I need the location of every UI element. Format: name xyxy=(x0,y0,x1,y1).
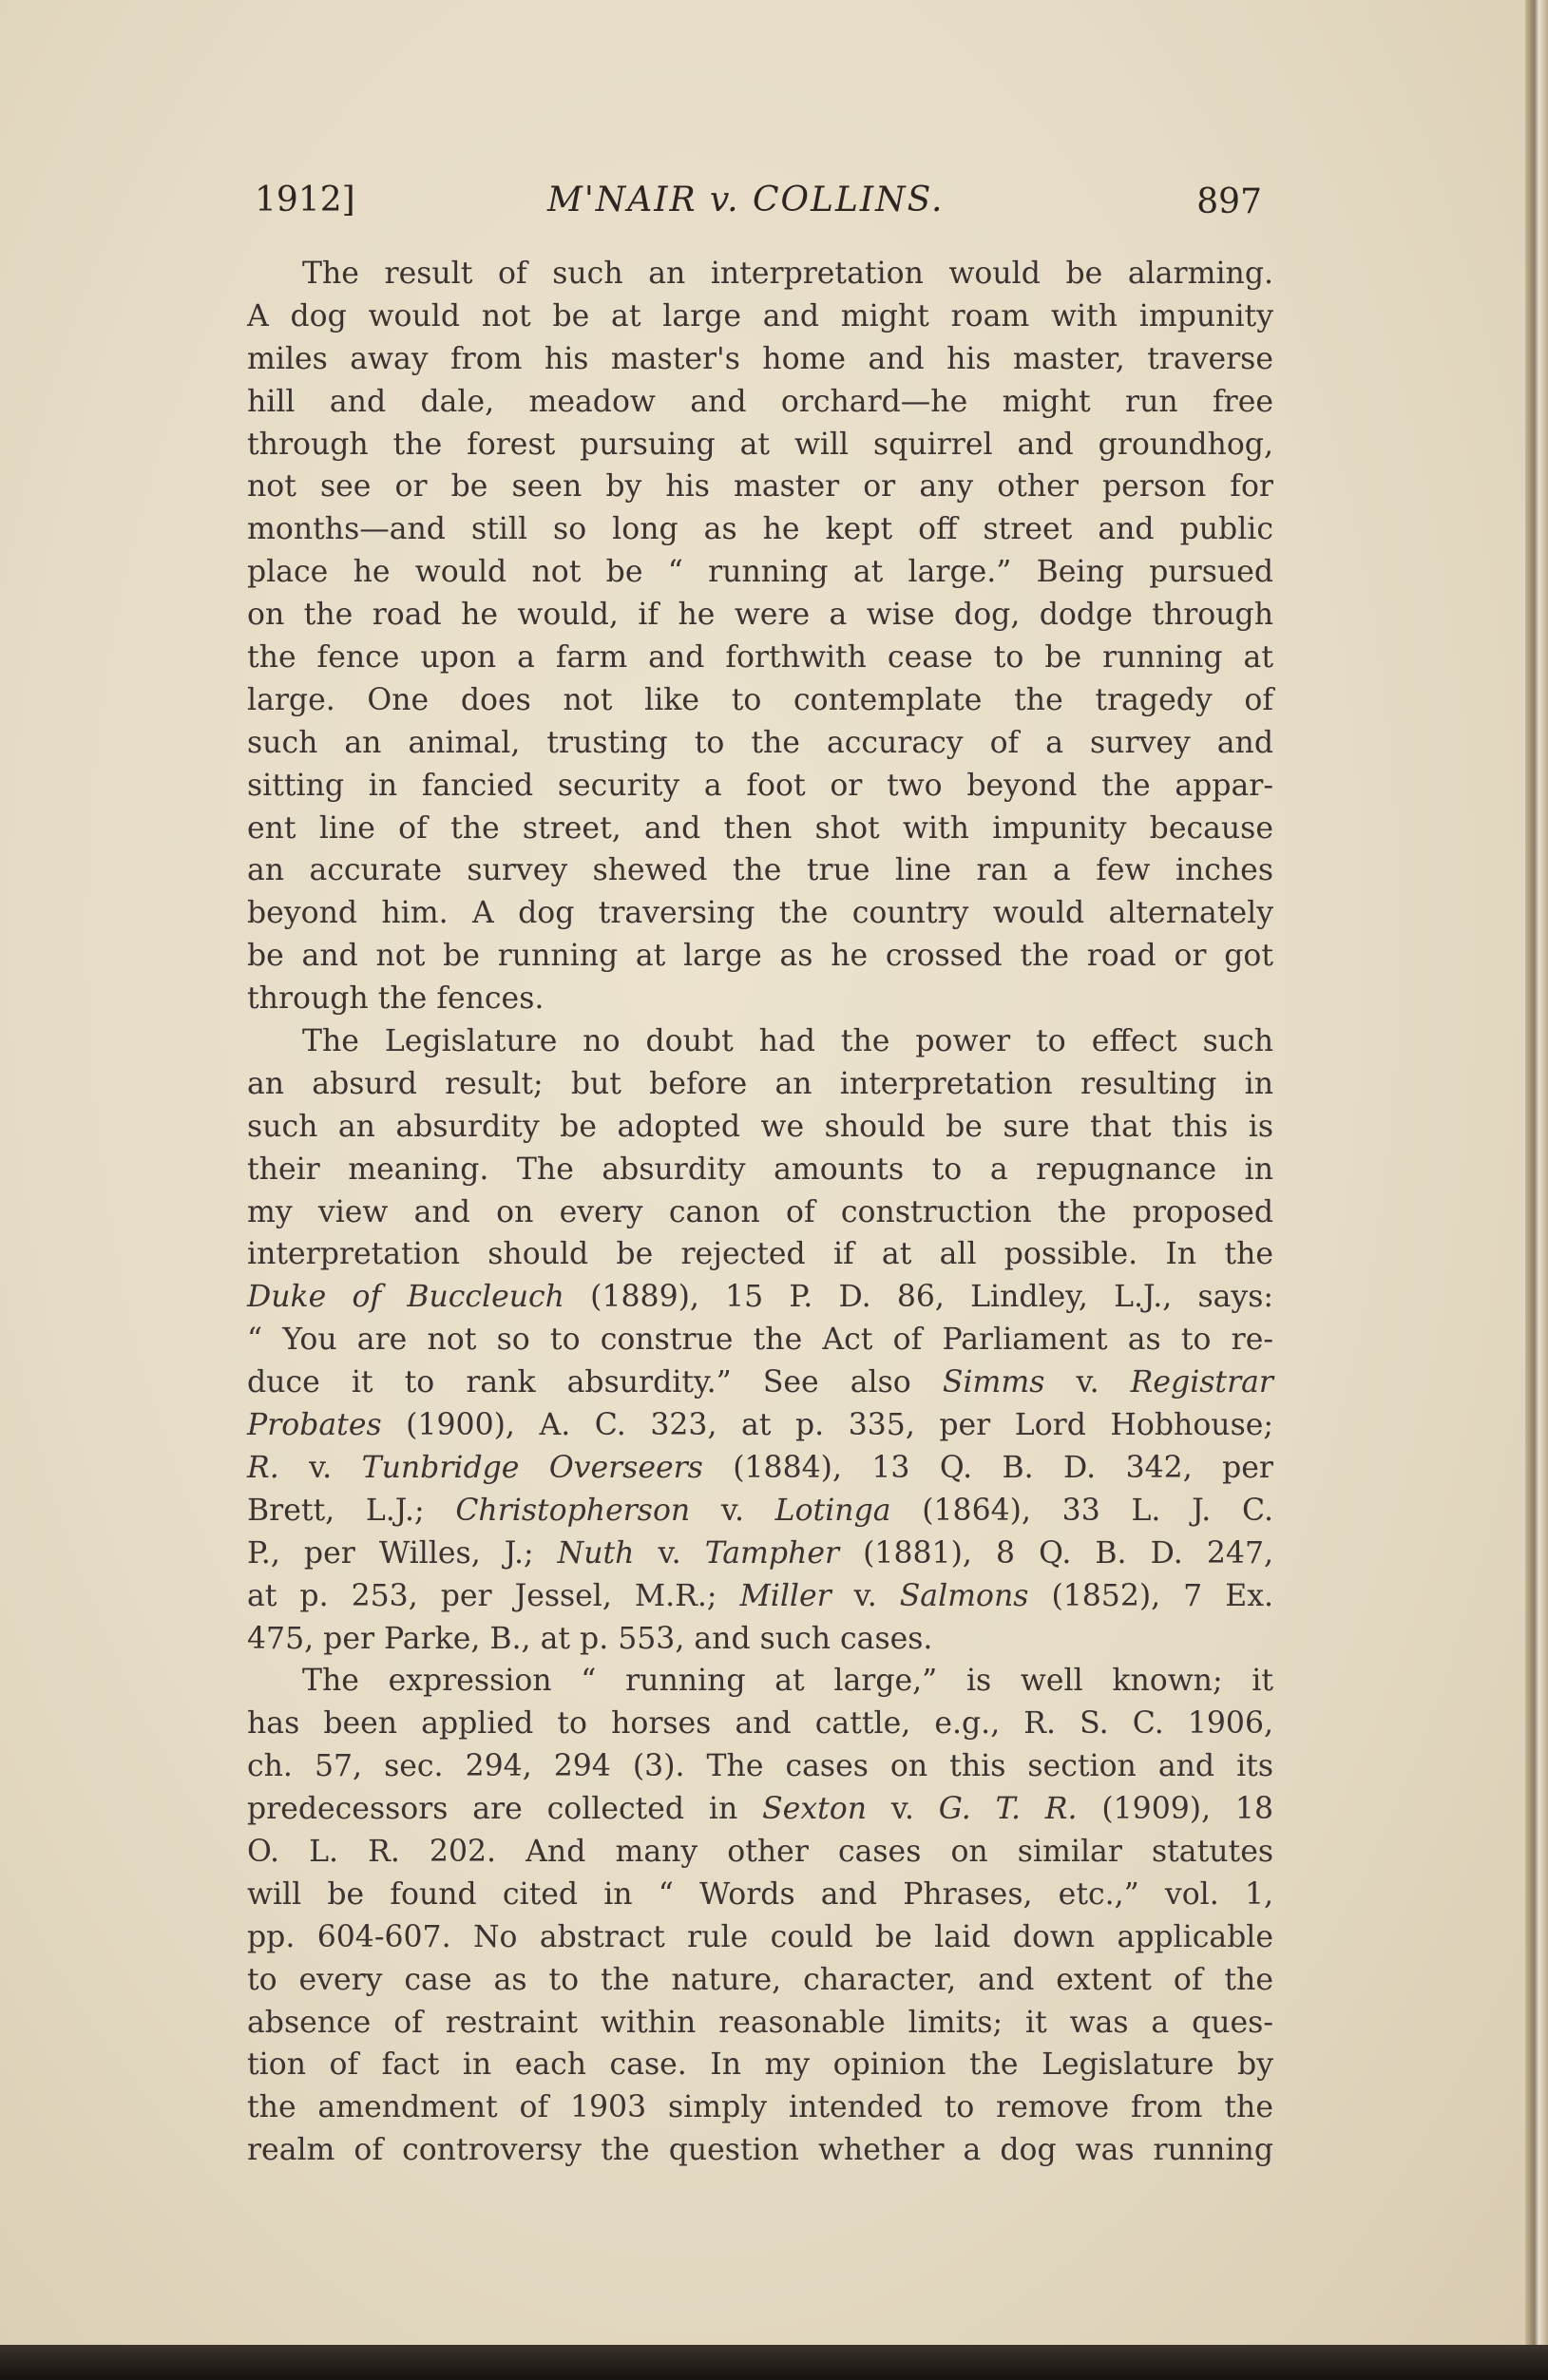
text-segment: O. L. R. 202. And many other cases on similar statutes xyxy=(247,1834,1273,1869)
text-segment: the amendment of 1903 simply intended to remove from the xyxy=(247,2090,1273,2125)
text-segment: v. xyxy=(831,1578,900,1613)
text-line xyxy=(247,2044,1273,2086)
text-line xyxy=(247,1874,1273,1916)
text-segment: The result of such an interpretation would be alarming. xyxy=(302,257,1273,291)
text-segment: predecessors are collected in xyxy=(247,1792,763,1827)
text-segment: will be found cited in “ Words and Phrases, etc.,” vol. 1, xyxy=(247,1876,1273,1912)
running-header xyxy=(255,181,1262,234)
text-segment: v. xyxy=(634,1535,705,1571)
text-line xyxy=(247,466,1273,508)
case-name-italic: Lotinga xyxy=(774,1493,891,1528)
text-segment: through the fences. xyxy=(247,981,545,1017)
text-line xyxy=(247,1319,1273,1361)
case-name-italic: Nuth xyxy=(557,1535,635,1571)
text-line xyxy=(247,338,1273,381)
text-line xyxy=(247,1788,1273,1831)
text-line xyxy=(247,1191,1273,1234)
text-line xyxy=(247,1361,1273,1404)
text-segment: Brett, L.J.; xyxy=(247,1493,456,1528)
text-line xyxy=(247,935,1273,978)
text-segment: “ You are not so to construe the Act of Parliament as to re- xyxy=(247,1323,1273,1358)
text-segment: at p. 253, per Jessel, M.R.; xyxy=(247,1578,740,1613)
text-segment: months—and still so long as he kept off street and public xyxy=(247,512,1273,547)
case-name-italic: R. xyxy=(247,1450,279,1485)
text-segment: beyond him. A dog traversing the country would alternately xyxy=(247,896,1273,931)
page-edge xyxy=(1525,0,1548,2345)
text-segment: miles away from his master's home and his master, traverse xyxy=(247,341,1273,376)
text-segment: place he would not be “ running at large.” Being pursued xyxy=(247,555,1273,590)
text-line xyxy=(247,978,1273,1020)
text-segment: be and not be running at large as he crossed the road or got xyxy=(247,939,1273,974)
text-line xyxy=(247,1447,1273,1490)
text-segment: (1852), 7 Ex. xyxy=(1028,1578,1273,1613)
paragraph xyxy=(247,253,1273,1020)
text-line xyxy=(247,253,1273,295)
case-title: M'NAIR v. COLLINS. xyxy=(547,181,945,219)
case-name-italic: Registrar xyxy=(1130,1365,1273,1400)
text-segment: interpretation should be rejected if at all possible. In the xyxy=(247,1237,1273,1272)
text-segment: v. xyxy=(690,1493,775,1528)
text-line xyxy=(247,2002,1273,2045)
text-line xyxy=(247,637,1273,679)
text-segment: (1889), 15 P. D. 86, Lindley, L.J., says: xyxy=(564,1280,1273,1315)
text-segment: large. One does not like to contemplate the tragedy of xyxy=(247,682,1273,717)
text-segment: sitting in fancied security a foot or two beyond the appar- xyxy=(247,768,1273,803)
text-segment: (1900), A. C. 323, at p. 335, per Lord Hobhouse; xyxy=(381,1408,1273,1443)
text-segment: v. xyxy=(1044,1365,1131,1400)
text-line xyxy=(247,849,1273,892)
text-segment: (1881), 8 Q. B. D. 247, xyxy=(839,1535,1273,1571)
case-name-italic: Simms xyxy=(942,1365,1045,1400)
text-segment: duce it to rank absurdity.” See also xyxy=(247,1365,943,1400)
text-segment: The Legislature no doubt had the power to effect such xyxy=(302,1024,1273,1059)
text-line xyxy=(247,381,1273,424)
paragraph xyxy=(247,1660,1273,2172)
text-segment: such an absurdity be adopted we should be sure that this is xyxy=(247,1109,1273,1144)
text-line xyxy=(247,1533,1273,1575)
text-segment: ent line of the street, and then shot with impunity because xyxy=(247,810,1273,846)
text-segment: on the road he would, if he were a wise dog, dodge through xyxy=(247,598,1273,633)
text-line xyxy=(247,808,1273,850)
text-line xyxy=(247,1106,1273,1149)
text-line xyxy=(247,295,1273,338)
text-line xyxy=(247,1490,1273,1533)
text-line xyxy=(247,1276,1273,1319)
text-segment: P., per Willes, J.; xyxy=(247,1535,558,1571)
text-line xyxy=(247,1916,1273,1959)
text-line xyxy=(247,1063,1273,1106)
text-line xyxy=(247,1404,1273,1447)
text-segment: hill and dale, meadow and orchard—he might run free xyxy=(247,384,1273,419)
text-line xyxy=(247,551,1273,594)
case-name-italic: G. T. R. xyxy=(938,1792,1078,1827)
text-line xyxy=(247,1959,1273,2002)
scan-background xyxy=(0,2345,1548,2380)
text-segment: tion of fact in each case. In my opinion the Legislature by xyxy=(247,2047,1273,2083)
text-segment: (1909), 18 xyxy=(1077,1792,1274,1827)
text-segment: (1884), 13 Q. B. D. 342, per xyxy=(702,1450,1273,1485)
text-segment: the fence upon a farm and forthwith cease to be running at xyxy=(247,640,1273,676)
text-segment: v. xyxy=(278,1450,362,1485)
text-line xyxy=(247,424,1273,466)
text-segment: ch. 57, sec. 294, 294 (3). The cases on this section and its xyxy=(247,1749,1273,1784)
case-name-italic: Tunbridge Overseers xyxy=(361,1450,703,1485)
text-segment: The expression “ running at large,” is well known; it xyxy=(302,1664,1273,1699)
text-line xyxy=(247,1149,1273,1191)
paragraph xyxy=(247,1020,1273,1660)
text-segment: an accurate survey shewed the true line ran a few inches xyxy=(247,853,1273,888)
case-name-italic: Sexton xyxy=(762,1792,867,1827)
text-segment: through the forest pursuing at will squirrel and groundhog, xyxy=(247,427,1273,462)
text-line xyxy=(247,1618,1273,1661)
text-line xyxy=(247,1020,1273,1063)
text-segment: v. xyxy=(867,1792,939,1827)
text-line xyxy=(247,1660,1273,1703)
text-segment: such an animal, trusting to the accuracy of a survey and xyxy=(247,725,1273,760)
text-segment: (1864), 33 L. J. C. xyxy=(890,1493,1273,1528)
header-year: 1912] xyxy=(255,181,355,219)
text-line xyxy=(247,1745,1273,1788)
text-segment: their meaning. The absurdity amounts to a repugnance in xyxy=(247,1152,1273,1187)
text-segment: 475, per Parke, B., at p. 553, and such cases. xyxy=(247,1621,933,1656)
body-text xyxy=(247,253,1273,2172)
case-name-italic: Miller xyxy=(739,1578,831,1613)
case-name-italic: Tampher xyxy=(704,1535,840,1571)
case-name-italic: Christopherson xyxy=(455,1493,691,1528)
case-name-italic: Salmons xyxy=(899,1578,1029,1613)
text-line xyxy=(247,1831,1273,1874)
text-line xyxy=(247,679,1273,722)
text-segment: realm of controversy the question whether a dog was running xyxy=(247,2133,1273,2168)
text-line xyxy=(247,594,1273,637)
text-line xyxy=(247,722,1273,765)
text-line xyxy=(247,1575,1273,1618)
text-segment: absence of restraint within reasonable limits; it was a ques- xyxy=(247,2005,1273,2040)
text-segment: my view and on every canon of construction the proposed xyxy=(247,1194,1273,1229)
text-segment: pp. 604-607. No abstract rule could be laid down applicable xyxy=(247,1919,1273,1954)
text-segment: has been applied to horses and cattle, e.g., R. S. C. 1906, xyxy=(247,1706,1273,1742)
case-name-italic: Probates xyxy=(247,1408,382,1443)
case-name-italic: Duke of Buccleuch xyxy=(247,1280,564,1315)
text-line xyxy=(247,2129,1273,2172)
text-segment: A dog would not be at large and might roam with impunity xyxy=(247,298,1273,333)
text-segment: not see or be seen by his master or any other person for xyxy=(247,469,1273,505)
text-segment: to every case as to the nature, character, and extent of the xyxy=(247,1962,1273,1997)
text-line xyxy=(247,2086,1273,2129)
text-line xyxy=(247,765,1273,808)
text-line xyxy=(247,1233,1273,1276)
text-line xyxy=(247,1703,1273,1745)
text-line xyxy=(247,892,1273,935)
page-number: 897 xyxy=(1196,182,1262,221)
text-line xyxy=(247,508,1273,551)
text-segment: an absurd result; but before an interpretation resulting in xyxy=(247,1066,1273,1101)
